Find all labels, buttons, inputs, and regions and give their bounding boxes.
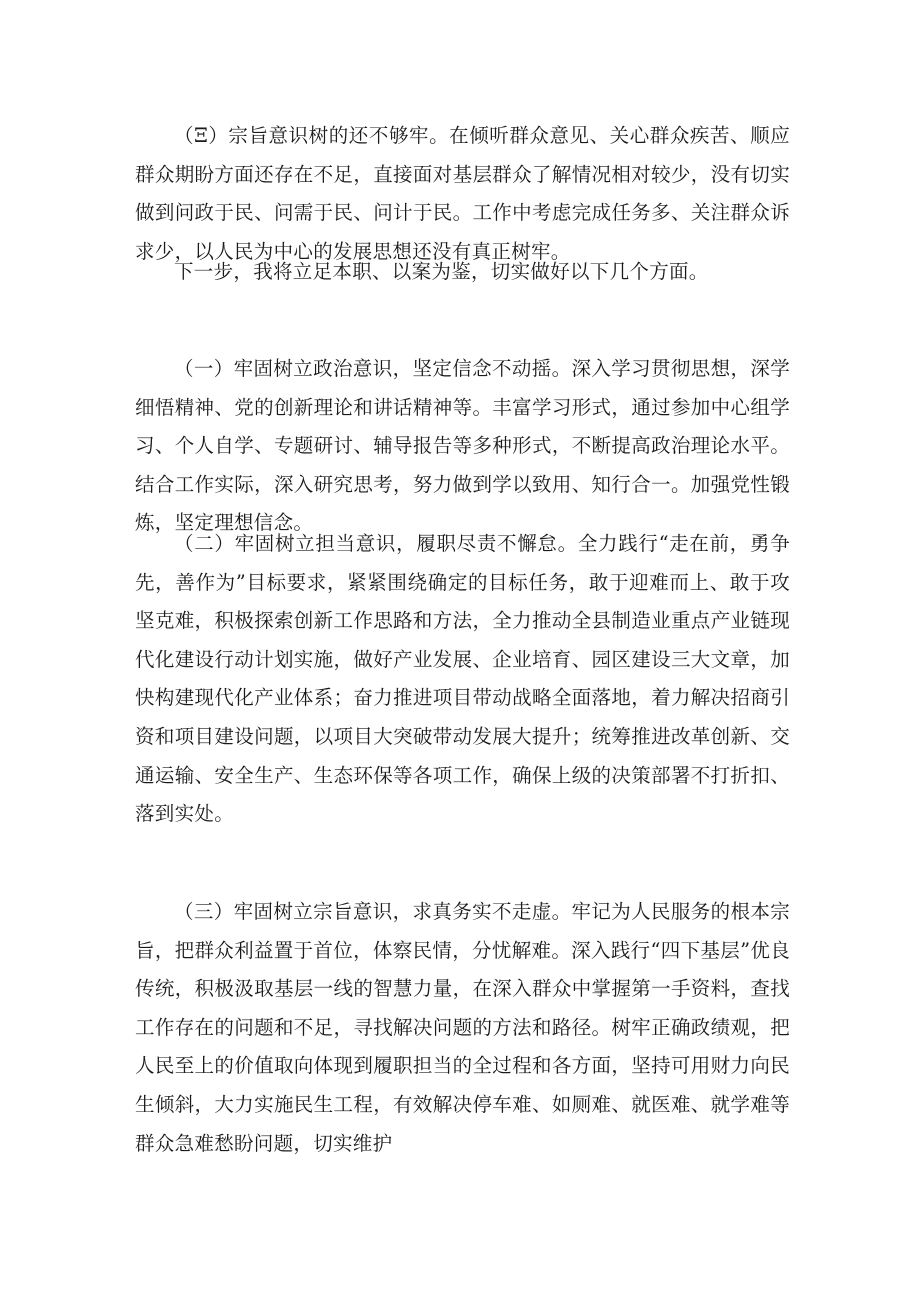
paragraph-political-awareness: （一）牢固树立政治意识，坚定信念不动摇。深入学习贯彻思想，深学细悟精神、党的创新理论和讲话精神等。丰富学习形式，通过参加中心组学习、个人自学、专题研讨、辅导报告等多种形式，不断提高政治理论水平。结合工作实际，深入研究思考，努力做到学以致用、知行合一。加强党性锻炼，坚定理想信念。 xyxy=(135,357,790,535)
paragraph-weakness-purpose-awareness: （Ξ）宗旨意识树的还不够牢。在倾听群众意见、关心群众疾苦、顺应群众期盼方面还存在不足，直接面对基层群众了解情况相对较少，没有切实做到问政于民、问需于民、问计于民。工作中考虑完成任务多、关注群众诉求少，以人民为中心的发展思想还没有真正树牢。 xyxy=(135,124,790,263)
paragraph-purpose-awareness: （三）牢固树立宗旨意识，求真务实不走虚。牢记为人民服务的根本宗旨，把群众利益置于首位，体察民情，分忧解难。深入践行“四下基层”优良传统，积极汲取基层一线的智慧力量，在深入群众中掌握第一手资料，查找工作存在的问题和不足，寻找解决问题的方法和路径。树牢正确政绩观，把人民至上的价值取向体现到履职担当的全过程和各方面，坚持可用财力向民生倾斜，大力实施民生工程，有效解决停车难、如厕难、就医难、就学难等群众急难愁盼问题，切实维护 xyxy=(135,900,790,1155)
paragraph-next-steps-intro: 下一步，我将立足本职、以案为鉴，切实做好以下几个方面。 xyxy=(174,260,709,283)
paragraph-responsibility-awareness: （二）牢固树立担当意识，履职尽责不懈怠。全力践行“走在前，勇争先，善作为”目标要求，紧紧围绕确定的目标任务，敢于迎难而上、敢于攻坚克难，积极探索创新工作思路和方法，全力推动全县制造业重点产业链现代化建设行动计划实施，做好产业发展、企业培育、园区建设三大文章，加快构建现代化产业体系；奋力推进项目带动战略全面落地，着力解决招商引资和项目建设问题，以项目大突破带动发展大提升；统筹推进改革创新、交通运输、安全生产、生态环保等各项工作，确保上级的决策部署不打折扣、落到实处。 xyxy=(135,532,790,826)
